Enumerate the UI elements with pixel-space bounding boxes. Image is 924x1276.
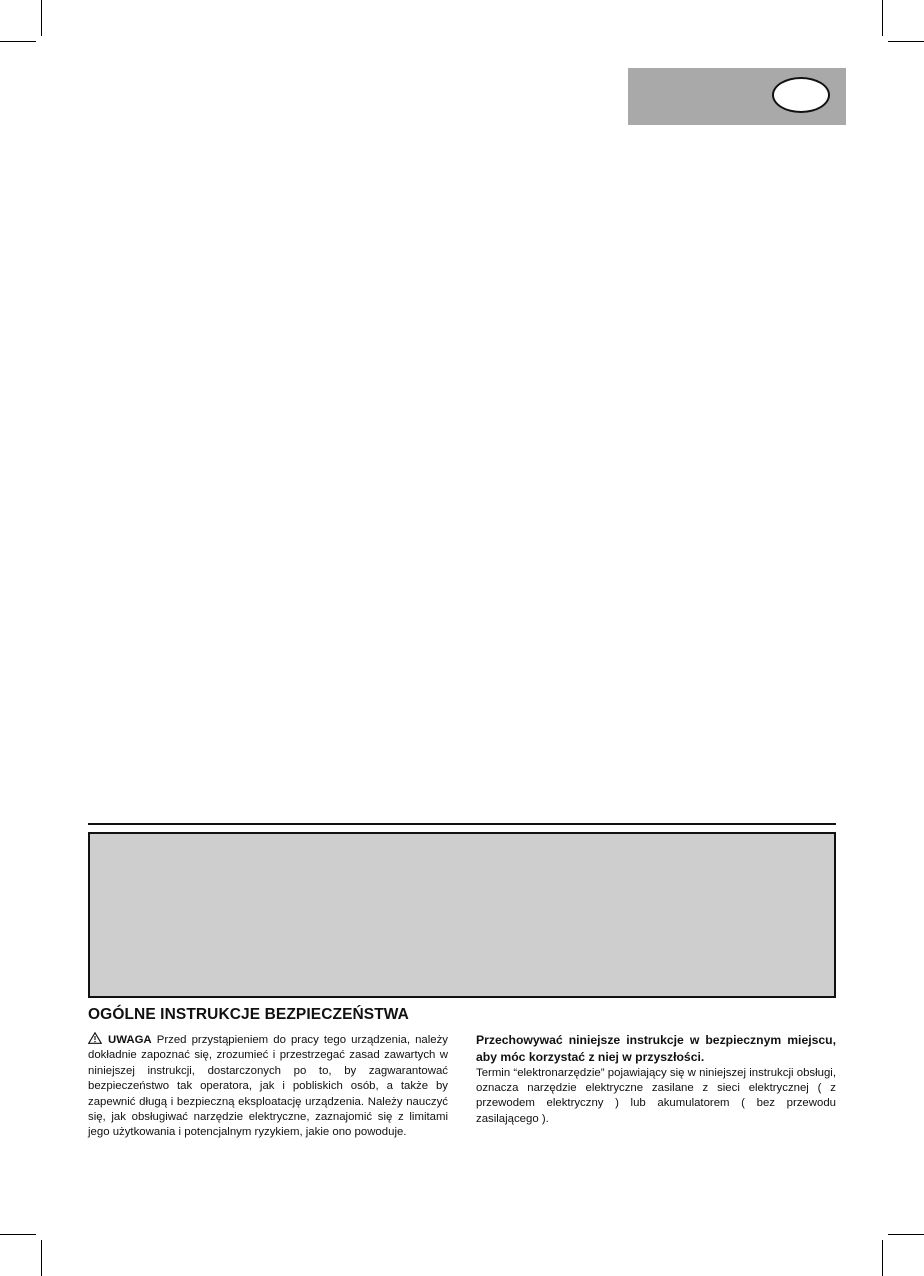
crop-mark bbox=[888, 1234, 924, 1235]
crop-mark bbox=[882, 1240, 883, 1276]
warning-triangle-icon bbox=[88, 1032, 102, 1044]
warning-label: UWAGA bbox=[108, 1034, 152, 1046]
crop-mark bbox=[41, 0, 42, 36]
crop-mark bbox=[41, 1240, 42, 1276]
left-column bbox=[88, 1032, 448, 1141]
section-title: OGÓLNE INSTRUKCJE BEZPIECZEŃSTWA bbox=[88, 1006, 409, 1023]
crop-mark bbox=[0, 1234, 36, 1235]
crop-mark bbox=[888, 41, 924, 42]
section-divider bbox=[88, 823, 836, 825]
warning-paragraph bbox=[88, 1032, 448, 1141]
crop-mark bbox=[882, 0, 883, 36]
term-definition: Termin “elektronarzędzie” pojawiający się w niniejszej instrukcji obsługi, oznacza narzędzie elektryczne zasilane z sieci elektrycznej ( z przewodem elektryczny ) lub akumulatorem ( bez przewodu zasilającego ). bbox=[476, 1066, 836, 1125]
header-box bbox=[88, 832, 836, 998]
right-column bbox=[476, 1032, 836, 1127]
crop-mark bbox=[0, 41, 36, 42]
warning-text: Przed przystąpieniem do pracy tego urządzenia, należy dokładnie zapoznać się, zrozumieć i przestrzegać zasad zawartych w niniejszej instrukcji, dostarczonych po to, by zagwarantować bezpieczeństwo tak operatora, jak i pobliskich osób, a także by zapewnić długą i bezpieczną eksploatację urządzenia. Należy nauczyć się, jak obsługiwać narzędzie elektryczne, zaznajomić się z limitami jego użytkowania i potencjalnym ryzykiem, jakie ono powoduje. bbox=[88, 1034, 449, 1139]
keep-instructions-note: Przechowywać niniejsze instrukcje w bezpiecznym miejscu, aby móc korzystać z niej w przyszłości. bbox=[476, 1033, 836, 1064]
language-code-oval bbox=[772, 77, 830, 113]
